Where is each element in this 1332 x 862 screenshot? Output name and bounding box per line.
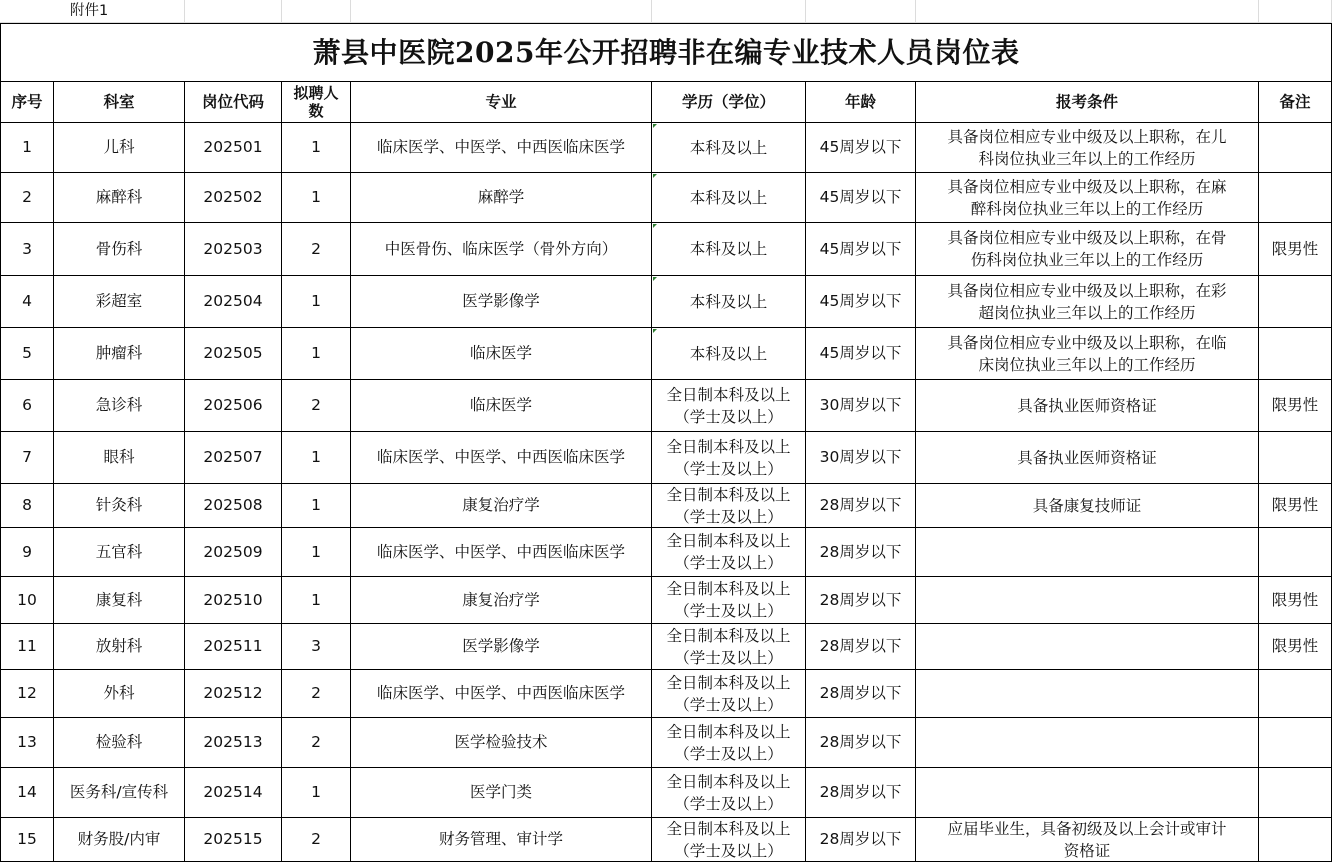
header-remarks: 备注 (1259, 82, 1332, 123)
cell-department[interactable]: 外科 (54, 670, 185, 718)
cell-major[interactable]: 康复治疗学 (351, 484, 652, 528)
cell-major[interactable]: 医学影像学 (351, 624, 652, 670)
cell-age[interactable]: 28周岁以下 (806, 818, 916, 862)
cell-index[interactable]: 1 (0, 123, 54, 173)
cell-requirements[interactable]: 具备岗位相应专业中级及以上职称，在麻 醉科岗位执业三年以上的工作经历 (916, 173, 1259, 223)
cell-major[interactable]: 临床医学、中医学、中西医临床医学 (351, 123, 652, 173)
cell-department[interactable]: 急诊科 (54, 380, 185, 432)
cell-major[interactable]: 康复治疗学 (351, 577, 652, 624)
empty-cell (351, 0, 652, 23)
cell-department[interactable]: 针灸科 (54, 484, 185, 528)
cell-index[interactable]: 11 (0, 624, 54, 670)
cell-requirements[interactable] (916, 528, 1259, 577)
cell-remarks[interactable]: 限男性 (1259, 577, 1332, 624)
cell-remarks[interactable]: 限男性 (1259, 624, 1332, 670)
cell-index[interactable]: 14 (0, 768, 54, 818)
cell-post-code[interactable]: 202514 (185, 768, 282, 818)
cell-remarks[interactable]: 限男性 (1259, 484, 1332, 528)
cell-major[interactable]: 麻醉学 (351, 173, 652, 223)
cell-post-code[interactable]: 202515 (185, 818, 282, 862)
cell-headcount[interactable]: 1 (282, 768, 351, 818)
cell-post-code[interactable]: 202507 (185, 432, 282, 484)
cell-index[interactable]: 8 (0, 484, 54, 528)
empty-cell (282, 0, 351, 23)
header-age: 年龄 (806, 82, 916, 123)
cell-education[interactable]: 全日制本科及以上 （学士及以上） (652, 484, 806, 528)
cell-index[interactable]: 3 (0, 223, 54, 276)
cell-major[interactable]: 财务管理、审计学 (351, 818, 652, 862)
cell-headcount[interactable]: 1 (282, 173, 351, 223)
comment-marker-icon (653, 277, 657, 281)
cell-major[interactable]: 医学检验技术 (351, 718, 652, 768)
cell-index[interactable]: 15 (0, 818, 54, 862)
cell-age[interactable]: 45周岁以下 (806, 123, 916, 173)
cell-requirements[interactable]: 应届毕业生，具备初级及以上会计或审计 资格证 (916, 818, 1259, 862)
cell-department[interactable]: 医务科/宣传科 (54, 768, 185, 818)
cell-requirements[interactable]: 具备执业医师资格证 (916, 380, 1259, 432)
cell-requirements[interactable] (916, 768, 1259, 818)
cell-remarks[interactable]: 限男性 (1259, 223, 1332, 276)
cell-remarks[interactable] (1259, 173, 1332, 223)
cell-requirements[interactable] (916, 670, 1259, 718)
cell-age[interactable]: 45周岁以下 (806, 328, 916, 380)
cell-headcount[interactable]: 2 (282, 718, 351, 768)
cell-department[interactable]: 骨伤科 (54, 223, 185, 276)
cell-major[interactable]: 医学门类 (351, 768, 652, 818)
cell-headcount[interactable]: 1 (282, 123, 351, 173)
cell-post-code[interactable]: 202513 (185, 718, 282, 768)
cell-headcount[interactable]: 2 (282, 380, 351, 432)
header-headcount: 拟聘人 数 (282, 82, 351, 123)
cell-requirements[interactable] (916, 577, 1259, 624)
cell-post-code[interactable]: 202505 (185, 328, 282, 380)
cell-age[interactable]: 30周岁以下 (806, 432, 916, 484)
cell-headcount[interactable]: 1 (282, 328, 351, 380)
cell-index[interactable]: 2 (0, 173, 54, 223)
annex-label: 附件1 (0, 0, 185, 23)
header-requirements: 报考条件 (916, 82, 1259, 123)
header-index: 序号 (0, 82, 54, 123)
cell-post-code[interactable]: 202508 (185, 484, 282, 528)
cell-major[interactable]: 临床医学 (351, 328, 652, 380)
cell-department[interactable]: 检验科 (54, 718, 185, 768)
cell-age[interactable]: 28周岁以下 (806, 624, 916, 670)
cell-department[interactable]: 肿瘤科 (54, 328, 185, 380)
cell-age[interactable]: 28周岁以下 (806, 670, 916, 718)
cell-department[interactable]: 财务股/内审 (54, 818, 185, 862)
cell-major[interactable]: 临床医学、中医学、中西医临床医学 (351, 528, 652, 577)
cell-headcount[interactable]: 3 (282, 624, 351, 670)
cell-requirements[interactable]: 具备岗位相应专业中级及以上职称，在彩 超岗位执业三年以上的工作经历 (916, 276, 1259, 328)
cell-department[interactable]: 放射科 (54, 624, 185, 670)
comment-marker-icon (653, 124, 657, 128)
cell-education[interactable]: 全日制本科及以上 （学士及以上） (652, 380, 806, 432)
cell-index[interactable]: 12 (0, 670, 54, 718)
cell-age[interactable]: 45周岁以下 (806, 276, 916, 328)
cell-education[interactable]: 本科及以上 (652, 328, 806, 380)
cell-age[interactable]: 28周岁以下 (806, 484, 916, 528)
cell-remarks[interactable] (1259, 432, 1332, 484)
cell-education[interactable]: 全日制本科及以上 （学士及以上） (652, 624, 806, 670)
cell-department[interactable]: 儿科 (54, 123, 185, 173)
cell-remarks[interactable] (1259, 670, 1332, 718)
cell-requirements[interactable]: 具备岗位相应专业中级及以上职称，在儿 科岗位执业三年以上的工作经历 (916, 123, 1259, 173)
cell-remarks[interactable] (1259, 328, 1332, 380)
comment-marker-icon (653, 174, 657, 178)
cell-headcount[interactable]: 2 (282, 223, 351, 276)
cell-education[interactable]: 全日制本科及以上 （学士及以上） (652, 528, 806, 577)
cell-requirements[interactable]: 具备执业医师资格证 (916, 432, 1259, 484)
cell-education[interactable]: 全日制本科及以上 （学士及以上） (652, 718, 806, 768)
cell-remarks[interactable] (1259, 528, 1332, 577)
cell-post-code[interactable]: 202502 (185, 173, 282, 223)
cell-education[interactable]: 全日制本科及以上 （学士及以上） (652, 670, 806, 718)
cell-headcount[interactable]: 1 (282, 276, 351, 328)
comment-marker-icon (653, 224, 657, 228)
cell-post-code[interactable]: 202501 (185, 123, 282, 173)
cell-post-code[interactable]: 202510 (185, 577, 282, 624)
cell-requirements[interactable] (916, 718, 1259, 768)
cell-education[interactable]: 全日制本科及以上 （学士及以上） (652, 577, 806, 624)
cell-major[interactable]: 临床医学 (351, 380, 652, 432)
cell-remarks[interactable] (1259, 768, 1332, 818)
cell-age[interactable]: 28周岁以下 (806, 577, 916, 624)
cell-remarks[interactable] (1259, 276, 1332, 328)
cell-major[interactable]: 医学影像学 (351, 276, 652, 328)
cell-post-code[interactable]: 202511 (185, 624, 282, 670)
cell-education[interactable]: 本科及以上 (652, 123, 806, 173)
cell-post-code[interactable]: 202509 (185, 528, 282, 577)
empty-cell (916, 0, 1259, 23)
cell-headcount[interactable]: 1 (282, 577, 351, 624)
cell-major[interactable]: 临床医学、中医学、中西医临床医学 (351, 670, 652, 718)
cell-index[interactable]: 7 (0, 432, 54, 484)
cell-index[interactable]: 6 (0, 380, 54, 432)
cell-education[interactable]: 全日制本科及以上 （学士及以上） (652, 768, 806, 818)
cell-department[interactable]: 麻醉科 (54, 173, 185, 223)
cell-department[interactable]: 五官科 (54, 528, 185, 577)
cell-index[interactable]: 4 (0, 276, 54, 328)
cell-education[interactable]: 本科及以上 (652, 276, 806, 328)
cell-index[interactable]: 9 (0, 528, 54, 577)
cell-age[interactable]: 28周岁以下 (806, 528, 916, 577)
cell-department[interactable]: 彩超室 (54, 276, 185, 328)
cell-age[interactable]: 45周岁以下 (806, 173, 916, 223)
empty-cell (806, 0, 916, 23)
cell-post-code[interactable]: 202503 (185, 223, 282, 276)
cell-remarks[interactable] (1259, 718, 1332, 768)
cell-age[interactable]: 45周岁以下 (806, 223, 916, 276)
empty-cell (652, 0, 806, 23)
cell-age[interactable]: 28周岁以下 (806, 718, 916, 768)
page-title: 萧县中医院2025年公开招聘非在编专业技术人员岗位表 (0, 23, 1332, 82)
cell-index[interactable]: 10 (0, 577, 54, 624)
cell-post-code[interactable]: 202512 (185, 670, 282, 718)
cell-headcount[interactable]: 1 (282, 528, 351, 577)
header-major: 专业 (351, 82, 652, 123)
cell-headcount[interactable]: 1 (282, 432, 351, 484)
cell-remarks[interactable] (1259, 123, 1332, 173)
cell-age[interactable]: 30周岁以下 (806, 380, 916, 432)
cell-headcount[interactable]: 2 (282, 670, 351, 718)
cell-requirements[interactable]: 具备康复技师证 (916, 484, 1259, 528)
cell-post-code[interactable]: 202506 (185, 380, 282, 432)
cell-headcount[interactable]: 2 (282, 818, 351, 862)
cell-post-code[interactable]: 202504 (185, 276, 282, 328)
header-education: 学历（学位） (652, 82, 806, 123)
cell-requirements[interactable] (916, 624, 1259, 670)
cell-requirements[interactable]: 具备岗位相应专业中级及以上职称，在临 床岗位执业三年以上的工作经历 (916, 328, 1259, 380)
cell-remarks[interactable]: 限男性 (1259, 380, 1332, 432)
header-department: 科室 (54, 82, 185, 123)
comment-marker-icon (653, 329, 657, 333)
cell-requirements[interactable]: 具备岗位相应专业中级及以上职称，在骨 伤科岗位执业三年以上的工作经历 (916, 223, 1259, 276)
cell-education[interactable]: 本科及以上 (652, 173, 806, 223)
cell-education[interactable]: 全日制本科及以上 （学士及以上） (652, 432, 806, 484)
cell-index[interactable]: 5 (0, 328, 54, 380)
cell-education[interactable]: 本科及以上 (652, 223, 806, 276)
empty-cell (185, 0, 282, 23)
cell-major[interactable]: 中医骨伤、临床医学（骨外方向） (351, 223, 652, 276)
cell-index[interactable]: 13 (0, 718, 54, 768)
cell-remarks[interactable] (1259, 818, 1332, 862)
cell-department[interactable]: 康复科 (54, 577, 185, 624)
cell-department[interactable]: 眼科 (54, 432, 185, 484)
cell-major[interactable]: 临床医学、中医学、中西医临床医学 (351, 432, 652, 484)
cell-headcount[interactable]: 1 (282, 484, 351, 528)
header-post-code: 岗位代码 (185, 82, 282, 123)
empty-cell (1259, 0, 1332, 23)
cell-age[interactable]: 28周岁以下 (806, 768, 916, 818)
cell-education[interactable]: 全日制本科及以上 （学士及以上） (652, 818, 806, 862)
